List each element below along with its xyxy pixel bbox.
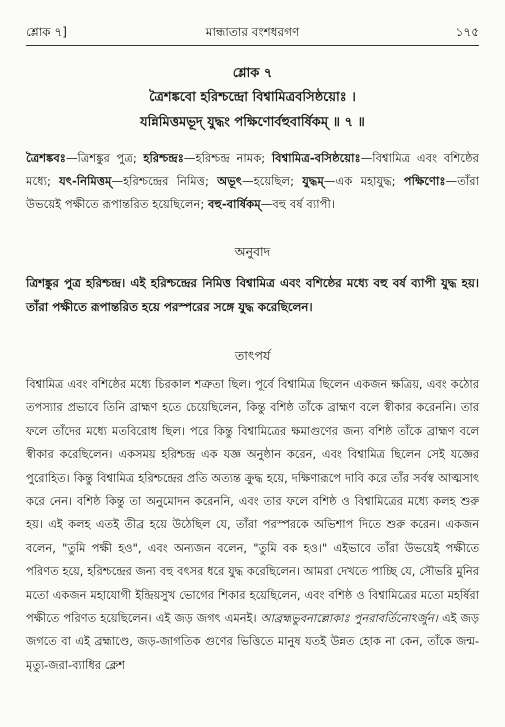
synonym-meaning: —এক মহাযুদ্ধ; bbox=[323, 174, 404, 188]
synonym-meaning: —ত্রিশঙ্কুর পুত্র; bbox=[65, 151, 144, 165]
purport-body: বিশ্বামিত্র এবং বশিষ্ঠের মধ্যে চিরকাল শত্রুতা ছিল। পূর্বে বিশ্বামিত্র ছিলেন একজন ক্ষত্রিয়, এবং কঠোর তপস্যার প্রভাবে তিনি ব্রাহ্মণ হতে চেয়েছিলেন, কিন্তু বশিষ্ঠ তাঁকে ব্রাহ্মণ বলে স্বীকার করেননি। তার ফলে তাঁদের মধ্যে মতবিরোধ ছিল। পরে কিন্তু বিশ্বামিত্রের ক্ষমাগুণের জন্য বশিষ্ঠ তাঁকে ব্রাহ্মণ বলে স্বীকার করেছিলেন। একসময় হরিশ্চন্দ্র এক যজ্ঞ অনুষ্ঠান করেন, এবং বিশ্বামিত্র ছিলেন সেই যজ্ঞের পুরোহিত। কিন্তু বিশ্বামিত্র হরিশ্চন্দ্রের প্রতি অত্যন্ত ক্রুদ্ধ হয়ে, দক্ষিণারূপে দাবি করে তাঁর সর্বস্ব আত্মসাৎ করে নেন। বশিষ্ঠ কিন্তু তা অনুমোদন করেননি, এবং তার ফলে বশিষ্ঠ ও বিশ্বামিত্রের মধ্যে কলহ শুরু হয়। এই কলহ এতই তীব্র হয়ে উঠেছিল যে, তাঁরা পরস্পরকে অভিশাপ দিতে শুরু করেন। একজন বলেন, "তুমি পক্ষী হও", এবং অন্যজন বলেন, "তুমি বক হও।" এইভাবে তাঁরা উভয়েই পক্ষীতে পরিণত হয়ে, হরিশ্চন্দ্রের জন্য বহু বৎসর ধরে যুদ্ধ করেছিলেন। আমরা দেখতে পাচ্ছি যে, সৌভরি মুনির মতো একজন মহাযোগী ইন্দ্রিয়সুখ ভোগের শিকার হয়েছিলেন, এবং বশিষ্ঠ ও বিশ্বামিত্রের মতো মহর্ষিরা পক্ষীতে পরিণত হয়েছিলেন। এই জড় জগৎ এমনই। bbox=[26, 377, 479, 626]
synonym-meaning: —হরিশ্চন্দ্রের নিমিত্ত; bbox=[111, 174, 218, 188]
header-chapter-title: মান্ধাতার বংশধরগণ bbox=[205, 25, 300, 39]
purport-quote: আব্রহ্মভুবনাল্লোকাঃ পুনরাবর্তিনোঽর্জুন। bbox=[260, 611, 438, 626]
verse-line-1: ত্রৈশঙ্কবো হরিশ্চন্দ্রো বিশ্বামিত্রবসিষ্ঠয়োঃ । bbox=[149, 90, 356, 105]
synonym-term: যৎ-নিমিত্তম্ bbox=[59, 174, 112, 188]
synonym-meaning: —বিশ্বামিত্র এবং বশিষ্ঠের মধ্যে; bbox=[26, 151, 479, 188]
synonym-meaning: —হরিশ্চন্দ্র নামক; bbox=[183, 151, 272, 165]
verse-title: শ্লোক ৭ bbox=[232, 66, 273, 81]
synonym-meaning: —তাঁরা উভয়েই পক্ষীতে রূপান্তরিত হয়েছিলেন; bbox=[26, 174, 479, 211]
header-page-number: ১৭৫ bbox=[455, 25, 479, 39]
header-rule bbox=[26, 45, 479, 46]
translation-heading: অনুবাদ bbox=[234, 244, 271, 259]
purport-body-continued: এই জড় জগতে বা এই ব্রহ্মাণ্ডে, জড়-জাগতিক গুণের ভিত্তিতে মানুষ যতই উন্নত হোক না কেন, তাঁকে জন্ম-মৃত্যু-জরা-ব্যাধির ক্লেশ bbox=[26, 611, 480, 672]
header-verse-ref: শ্লোক ৭] bbox=[26, 25, 67, 39]
synonym-term: পক্ষিণোঃ bbox=[403, 174, 446, 188]
synonym-term: যুদ্ধম্ bbox=[302, 174, 324, 188]
synonym-term: বিশ্বামিত্র-বসিষ্ঠয়োঃ bbox=[271, 151, 361, 165]
synonym-term: হরিশ্চন্দ্রঃ bbox=[143, 151, 184, 165]
synonym-term: ত্রৈশঙ্কবঃ bbox=[26, 151, 66, 165]
translation-text: ত্রিশঙ্কুর পুত্র হরিশ্চন্দ্র। এই হরিশ্চন্দ্রের নিমিত্ত বিশ্বামিত্র এবং বশিষ্ঠের মধ্যে বহু বর্ষ ব্যাপী যুদ্ধ হয়। তাঁরা পক্ষীতে রূপান্তরিত হয়ে পরস্পরের সঙ্গে যুদ্ধ করেছিলেন। bbox=[26, 276, 479, 314]
page-header bbox=[26, 24, 479, 44]
synonym-meaning: —বহু বর্ষ ব্যাপী। bbox=[260, 197, 335, 211]
synonyms bbox=[26, 147, 479, 216]
purport-heading: তাৎপর্য bbox=[234, 348, 271, 363]
synonym-term: অভূৎ bbox=[217, 174, 242, 188]
synonym-term: বহু-বার্ষিকম্ bbox=[207, 197, 261, 211]
verse-line-2: যন্নিমিত্তমভূদ্ যুদ্ধং পক্ষিণোর্বহুবার্ষিকম্ ॥ ৭ ॥ bbox=[140, 115, 365, 130]
purport-text bbox=[26, 373, 479, 677]
synonym-meaning: —হয়েছিল; bbox=[241, 174, 303, 188]
